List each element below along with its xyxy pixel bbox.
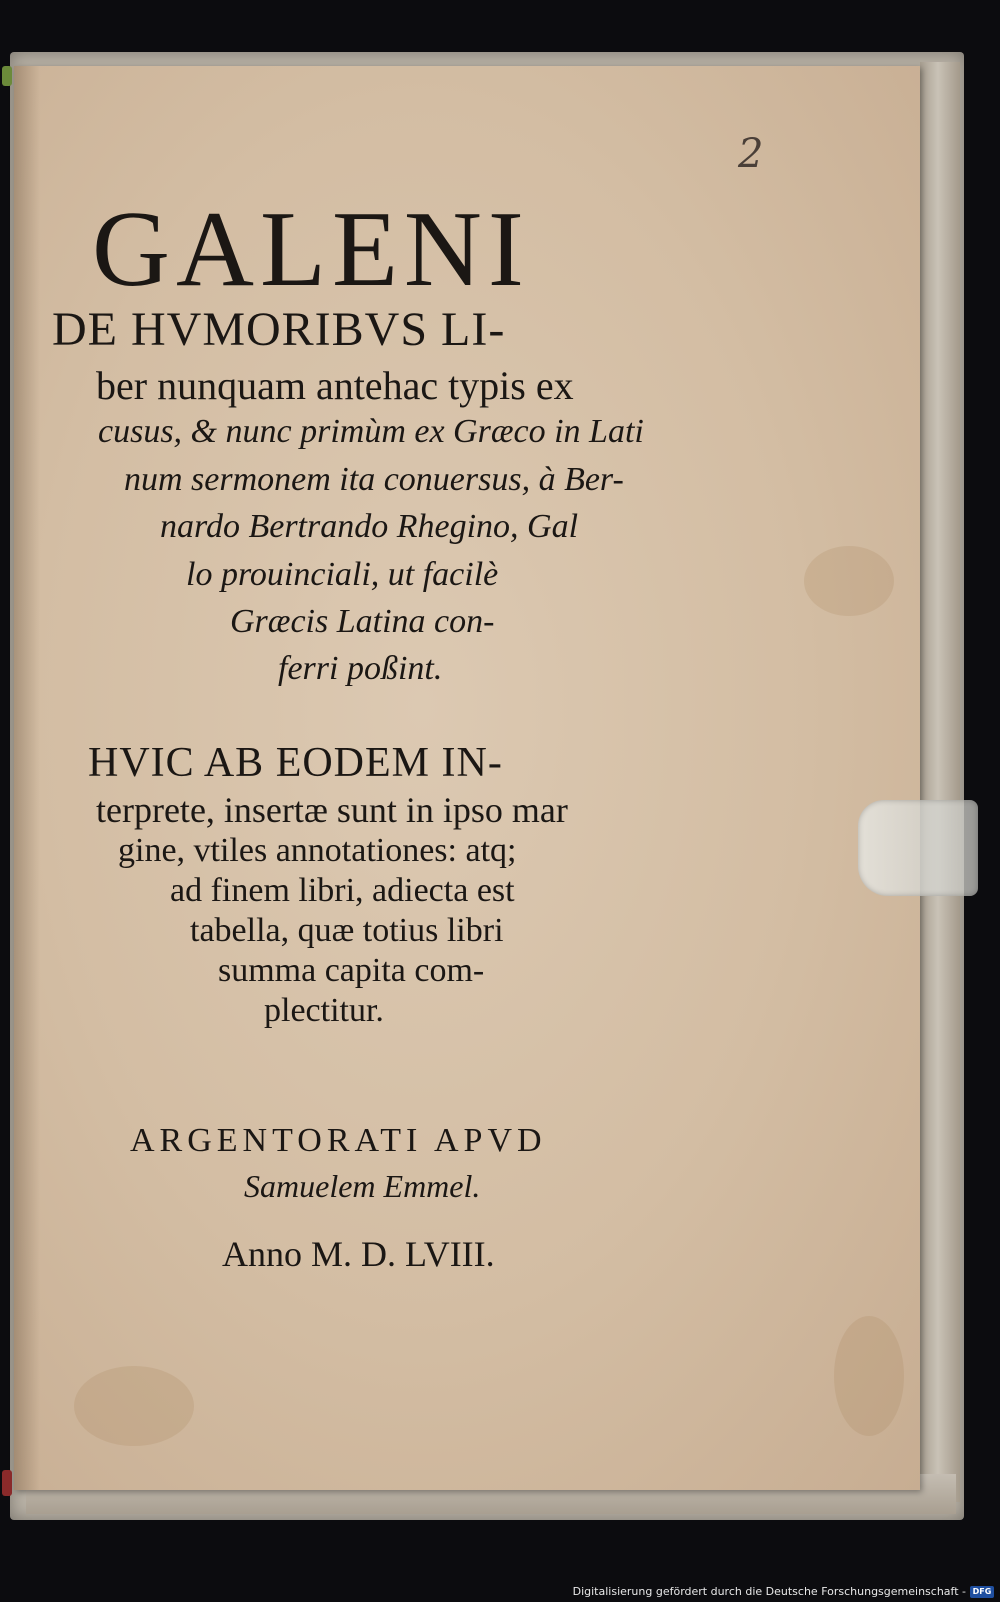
title-line-3: cusus, & nunc primùm ex Græco in Lati — [98, 413, 644, 450]
subtitle-line-6: summa capita com- — [218, 952, 485, 989]
subtitle-line-3: gine, vtiles annotationes: atq; — [118, 832, 517, 869]
title-line-4: num sermonem ita conuersus, à Ber- — [124, 461, 624, 498]
subtitle-line-4: ad finem libri, adiecta est — [170, 872, 515, 909]
paper-stain — [804, 546, 894, 616]
title-line-1: DE HVMORIBVS LI- — [52, 303, 506, 356]
binding-thread-top — [2, 66, 12, 86]
paper-stain — [834, 1316, 904, 1436]
handwritten-number: 2 — [738, 131, 764, 177]
funding-credit: Digitalisierung gefördert durch die Deutsche Forschungsgemeinschaft - — [572, 1585, 966, 1598]
title-line-6: lo prouinciali, ut facilè — [186, 556, 499, 593]
title-line-8: ferri poßint. — [278, 650, 443, 687]
imprint-year: Anno M. D. LVIII. — [222, 1234, 495, 1274]
subtitle-line-1: HVIC AB EODEM IN- — [88, 740, 503, 786]
title-line-2: ber nunquam antehac typis ex — [96, 363, 574, 408]
subtitle-line-5: tabella, quæ totius libri — [190, 912, 504, 949]
board-right-edge — [920, 62, 960, 1502]
paper-stain — [74, 1366, 194, 1446]
gutter-shadow — [14, 66, 40, 1490]
dfg-logo-icon: DFG — [970, 1586, 994, 1598]
title-galeni: GALENI — [92, 190, 530, 309]
title-line-5: nardo Bertrando Rhegino, Gal — [160, 508, 579, 545]
imprint-place: ARGENTORATI APVD — [130, 1122, 547, 1159]
binding-thread-bottom — [2, 1470, 12, 1496]
title-line-7: Græcis Latina con- — [230, 603, 495, 640]
plastic-clip — [858, 800, 978, 896]
imprint-printer: Samuelem Emmel. — [244, 1168, 481, 1204]
subtitle-line-7: plectitur. — [264, 992, 384, 1029]
subtitle-line-2: terprete, insertæ sunt in ipso mar — [96, 790, 568, 830]
